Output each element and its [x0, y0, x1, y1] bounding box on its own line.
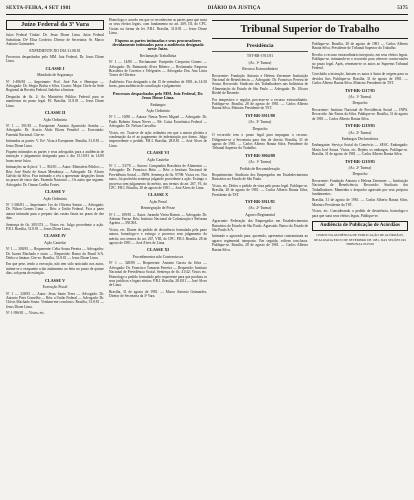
- case-subheading: (Ac. 1ª Turma): [248, 60, 272, 65]
- class-heading: CLASSE IV: [44, 233, 66, 239]
- class-subheading: Ação Ordinária: [43, 117, 67, 122]
- date-line: EXPEDIENTE DO DIA 31.08.81: [29, 48, 81, 53]
- class-heading: CLASSE X: [147, 192, 169, 198]
- case-subheading: (Ac. 2ª Turma): [248, 206, 272, 211]
- case-subheading: (Ac. 2ª Turma): [348, 130, 372, 135]
- paragraph: Vistos, etc. Trata-se de ação ordinária em que a autora pleiteia a condenação da ré ao pagamento de indenização por danos. Julgo improcedente o pedido. P.R.I. Brasília, 28.8.81 — José Alves de Lima.: [109, 130, 207, 148]
- paragraph: Por tempestivo e regular, processe-se o recurso extraordinário. Publique-se. Brasília, 28 de agosto de 1981. — Carlos Alberto Barata Silva, Ministro Presidente do TST.: [212, 97, 308, 111]
- presidency-heading: Presidência: [246, 43, 274, 49]
- paragraph: O recorrido tem o prazo legal para impugnar o recurso. Diligencie-se a Secretaria para fins de direito. Brasília, 31 de agosto de 1981. — Carlos Alberto Barata Silva, Presidente do Tribunal Superior do Trabalho.: [212, 133, 308, 151]
- tst-columns: [212, 42, 408, 499]
- class-heading: CLASSE II: [44, 110, 66, 116]
- case-subheading: Recurso Extraordinário: [242, 67, 278, 72]
- case-subheading: Embargos Declaratórios: [341, 136, 379, 141]
- paragraph: Nº 1 — 308/81 — Requerente: Celia Souza Pereira — Advogados: Dr. Juarez Machado e outro — Requerido: Banco do Brasil S/A. Defiro a liminar. Cite-se. Brasília, 31.8.81 — Jesus Dione Lima.: [6, 247, 104, 261]
- paragraph: Brasília, 31 de agosto de 1981. — Marco Antonio Guimarães, Diretor de Secretaria da 3ª Vara.: [109, 289, 207, 299]
- paragraph: Intimadas as partes: V. Exª. Vista à Exequente. Brasília, 31.8.81 — Jesus Dione Lima.: [6, 139, 104, 148]
- class-heading: CLASSE XI: [147, 247, 169, 253]
- case-subheading: Agravo Regimental: [245, 212, 275, 217]
- class-heading: CLASSE V: [44, 277, 66, 283]
- paragraph: Nº 1 — 53/78 — Autora: Companhia Brasileira de Alimentos — Advogado: Dr. Francisco Brito — Réu: o Instituto Nacional de Previdência Social — INPS. Sentença de fls. 97/98: Vistos etc. Nos autos, foi proferida sentença julgando procedente a ação. Extingo o processo sem julgamento do mérito, nos termos do art. 267, VI, do CPC. P.R.I. Brasília, 28 de agosto de 1981 — José Alves de Lima.: [109, 163, 207, 190]
- column-3: [212, 42, 308, 499]
- class-subheading: Ação Cautelar: [44, 240, 66, 245]
- case-subheading: Despacho: [252, 126, 268, 131]
- notice-subheading: Embargos: [150, 102, 166, 107]
- column-1: [6, 18, 104, 499]
- paragraph: Brasília, 31 de agosto de 1981. — Carlos Alberto Barata Silva, Ministro Presidente do TST.: [312, 198, 408, 207]
- section-title-3rd-court: Juízo Federal da 3ª Vara: [6, 20, 104, 30]
- paragraph: Intimado o agravado para, querendo, apresentar contraminuta ao agravo regimental interposto. Em seguida, voltem conclusos. Publique-se. Brasília, 28 de agosto de 1981. — Carlos Alberto Barata Silva.: [212, 234, 308, 252]
- case-subheading: Despacho: [352, 172, 368, 177]
- paragraph: Recorrente: Instituto Nacional de Previdência Social — INPS. Recorrido: Jair Farias da Silva. Publique-se. Brasília, 31 de agosto de 1981 — Carlos Alberto Barata Silva.: [312, 107, 408, 121]
- paragraph: Intimações na Ação nº 1 — 392/81 — Autor: Ministério Público — Réu: José Paulo de Souza Mendonça — Advogado: Dr. Alvaro Galvão da Silva. Fica intimado o réu a apresentar alegações finais no prazo de cinco dias. Fazenda Nacional — Os autos que seguem. Advogado: Dr. Osmar Coelho Fortes.: [6, 165, 104, 187]
- running-header: [6, 4, 408, 15]
- paragraph: Vistos, etc. Considerando o pedido de desistência, homologo-o para que surta seus efeitos legais. Publique-se.: [312, 209, 408, 218]
- paragraph: Nº 1 — 328/80 — Requerente: Antonio Garcia da Silva — Advogado: Dr. Francisco Tomazin Ferreira — Requerido: Instituto Nacional de Previdência Social. Sentença de fls. 41/42: Vistos etc. Homologo o pedido formulado pelo requerente para que produza os seus jurídicos e legais efeitos. P.R.I. Brasília, 28.8.81 — José Alves de Lima.: [109, 261, 207, 288]
- notice-heading: Processos despachados pelo MM. Juiz Federal, Dr. Jesus Dione Lima.: [112, 90, 204, 101]
- class-heading: CLASSE V: [44, 189, 66, 195]
- class-heading: CLASSE VI: [147, 150, 169, 156]
- class-subheading: Execução Fiscal: [42, 285, 68, 290]
- tst-section: [212, 18, 408, 499]
- class-subheading: Reintegração de Posse: [140, 206, 176, 211]
- case-number: TST-RR-3904/80: [244, 152, 276, 158]
- publication-hearing-subtitle: LEMOS NA AUDIÊNCIA DE PUBLICAÇÃO DE ACÓRDÃOS, REALIZADA EM 03 DE SETEMBRO DE 1981, DAS SEÇÕES DO TRIBUNAL PLENO: [314, 233, 406, 247]
- paragraph: Nº 1 — 328/81 — Autor: Jesus Santo Terra — Advogado: Dr. Antonio Pires Conselho — Réu: a União Federal — Advogado: Dr. Clóvis Machado Souto. Venham-me conclusos. Brasília, 31.8.81 — Jesus Dione Lima.: [6, 291, 104, 309]
- paragraph: Fiquem intimados as partes e seus advogados para a audiência de instrução e julgamento designada para o dia 15.10.81 às 14:00 horas neste Juízo.: [6, 149, 104, 163]
- paragraph: Processos despachados pelo MM. Juiz Federal, Dr. Jesus Dione Lima.: [6, 55, 104, 64]
- case-subheading: (Ac. 1ª Turma): [248, 160, 272, 165]
- paragraph: Sentença de fls. 305/374 — Vistos etc. Julgo procedente a ação. P.R.I. Brasília, 31.8.81 — Jesus Dione Lima.: [6, 222, 104, 232]
- case-number: TST-RR-3911/80: [245, 112, 275, 118]
- notice-heading: Fiquem as partes intimadas e seus procuradores devidamente intimados para a audiência designada neste Juízo.: [112, 37, 204, 52]
- paragraph: Recebo o recurso extraordinário interposto, em seus efeitos legais. Publique-se, intimando-se o recorrido para oferecer contra-razões no prazo legal. Após, remetam-se os autos ao Supremo Tribunal Federal.: [312, 52, 408, 71]
- case-subheading: (Ac. 3ª Turma): [248, 120, 272, 125]
- paragraph: Vistos, etc. Defiro o pedido de vista pelo prazo legal. Publique-se. Brasília, 28 de agosto de 1981. — Carlos Alberto Barata Silva, Presidente do TST.: [212, 183, 308, 197]
- paragraph: Nº 1 — 109/81 — Autor: Jurandir Vieira Ramos — Advogado: Dr. Ademar Ferraz. Réu: Instituto Nacional de Colonização e Reforma Agrária — INCRA.: [109, 212, 207, 226]
- class-subheading: Mandado de Segurança: [37, 73, 73, 78]
- case-number: TST-RR-1219/81: [344, 158, 376, 164]
- column-4: [312, 42, 408, 499]
- class-subheading: Ação Penal: [149, 199, 167, 204]
- case-subheading: (Ac. 2ª Turma): [348, 165, 372, 170]
- paragraph: Em que pese, tendo a execução, não tem sido noticiado nos autos, intime-se o exequente a dar andamento ao feito no prazo de quinze dias, sob pena de extinção.: [6, 262, 104, 276]
- case-number: TST-RR-3911/81: [245, 198, 275, 204]
- paragraph: Publique-se. Brasília, 28 de agosto de 1981 — Carlos Alberto Barata Silva, Presidente do Tribunal Superior do Trabalho.: [312, 42, 408, 51]
- paragraph: Recorrente: Fundação Antonio e Helena Zerrenner Instituição Nacional de Beneficência — Advogado: Dr. Francisco Pereira de Souza. Recorrido: Sindicato dos Trabalhadores nas Indústrias de Alimentação do Estado de São Paulo — Advogado: Dr. Ulisses Riedel de Resende.: [212, 73, 308, 96]
- header-page-number: 5375: [397, 5, 408, 11]
- paragraph: Nº 1 — 14/80 — Reclamante: Euripedes Cerqueira Gomes — Advogado: Dr. Raimundo Alves Ribeiro — Reclamada: Empresa Brasileira de Correios e Telégrafos — Advogada: Dra. Ana Lúcia Torres de Oliveira.: [109, 60, 207, 78]
- case-number: TST-RR-1217/81: [344, 87, 376, 93]
- divider: [212, 51, 308, 52]
- paragraph: Recorrente: Fundação Antonio e Helena Zerrenner — Instituição Nacional de Beneficência. Recorrido: Sindicato dos Trabalhadores. Mantenho o despacho agravado por seus próprios fundamentos.: [312, 178, 408, 196]
- paragraph: Vistos, etc. Diante do pedido de desistência formulado pela parte autora, homologo-o e extingo o processo sem julgamento do mérito, nos termos do art. 267, VIII, do CPC. P.R.I. Brasília, 28 de agosto de 1981 — José Alves de Lima.: [109, 227, 207, 246]
- paragraph: Concluída a instrução, baixem os autos à Junta de origem para os devidos fins. Publique-se. Brasília, 31 de agosto de 1981. — Carlos Alberto Barata Silva, Ministro Presidente do TST.: [312, 72, 408, 86]
- case-number: TST-RR-1911/81: [246, 54, 274, 59]
- paragraph: Audiência: Fica designado o dia 15 de setembro de 1981, às 14:30 horas, para audiência de conciliação e julgamento.: [109, 79, 207, 89]
- paragraph: Nº 1 — 10/80 — Autora: Neusa Neves Miguel — Advogado: Dr. Paulo Roberto Souza Neves — Ré: Caixa Econômica Federal — Advogado: Dr. Nelson Carvalho.: [109, 115, 207, 129]
- paragraph: Nº 1-496/81 — Impetrante: Prof. José Paz e Henrique — Advogado: Dr. Sérgio Borba e Silva. Coator: Major Chefe da Sede Regional da Receita Federal. Indefiro a liminar.: [6, 79, 104, 93]
- class-subheading: Procedimentos não Contenciosos: [132, 254, 184, 259]
- case-subheading: Pedido de Reconsideração: [239, 166, 281, 171]
- paragraph: Despacho de fls. 2: Ao Ministério Público Federal para se manifestar no prazo legal. P.I. Brasília, 31.8.81 — Jesus Dione Lima.: [6, 94, 104, 108]
- case-subheading: Despacho: [352, 101, 368, 106]
- paragraph: Requerimento: Sindicato dos Empregados em Estabelecimentos Bancários no Estado de São Paulo.: [212, 172, 308, 182]
- publication-hearing-title: Audiência de Publicação de Acórdãos: [312, 221, 408, 231]
- case-subheading: (Ac. 1ª Turma): [348, 95, 372, 100]
- notice-subheading: Ação Ordinária: [146, 108, 170, 113]
- header-date: SEXTA-FEIRA, 4 SET 1981: [6, 5, 71, 11]
- paragraph: Nº 1 — 391/81 — Exequente: Antonio Aparecido Aranha — Advogado: Dr. Acacio Abdo Elizeu Penafiel — Executado: Fazenda Nacional. Cite-se.: [6, 123, 104, 137]
- paragraph: Nº 1-396/81 — Vistos, etc.: [6, 311, 45, 316]
- paragraph: Nº 1-306/81 — Impetrante: Ivo de Oliveira Santos — Advogado: Dr. Nilson Gomes Lima — Réu: a União Federal. Fica a parte autora intimada para o preparo das custas finais no prazo de dez dias.: [6, 203, 104, 221]
- class-subheading: Ação Cautelar: [147, 157, 169, 162]
- class-subheading: Ação Ordinária: [43, 196, 67, 201]
- paragraph: Homologo o acordo em que se reconhecem as partes para que surta os seus efeitos legais, com fundamento no art. 269, III, do CPC. Custas na forma da lei. P.R.I. Brasília, 31.8.81 — Jesus Dione Lima.: [109, 18, 207, 36]
- paragraph: Embargante: Serviço Social do Comércio — SESC. Embargado: Maria José Souza. Vistos, etc. Rejeito os embargos. Publique-se. Brasília, 31 de agosto de 1981. — Carlos Alberto Barata Silva.: [312, 143, 408, 157]
- column-2: [109, 18, 207, 499]
- tst-title: Tribunal Superior do Trabalho: [212, 20, 408, 39]
- class-heading: CLASSE I: [45, 65, 65, 71]
- case-number: TST-RR-1219/81: [344, 123, 376, 129]
- court-intro: Juízo Federal Titular: Dr. Jesus Dione Lima. Juíza Federal Substituta: Drª Elisa Cordeiro. Diretor de Secretaria: Sr. Marco Antonio Guimarães.: [6, 33, 104, 47]
- paragraph: Agravante: Federação dos Empregados em Estabelecimentos Bancários do Estado de São Paulo. Agravado: Banco do Estado de São Paulo S/A.: [212, 219, 308, 232]
- header-publication: DIÁRIO DA JUSTIÇA: [207, 5, 261, 11]
- notice-subheading: Reclamação Trabalhista: [139, 53, 177, 58]
- columns: [6, 18, 408, 499]
